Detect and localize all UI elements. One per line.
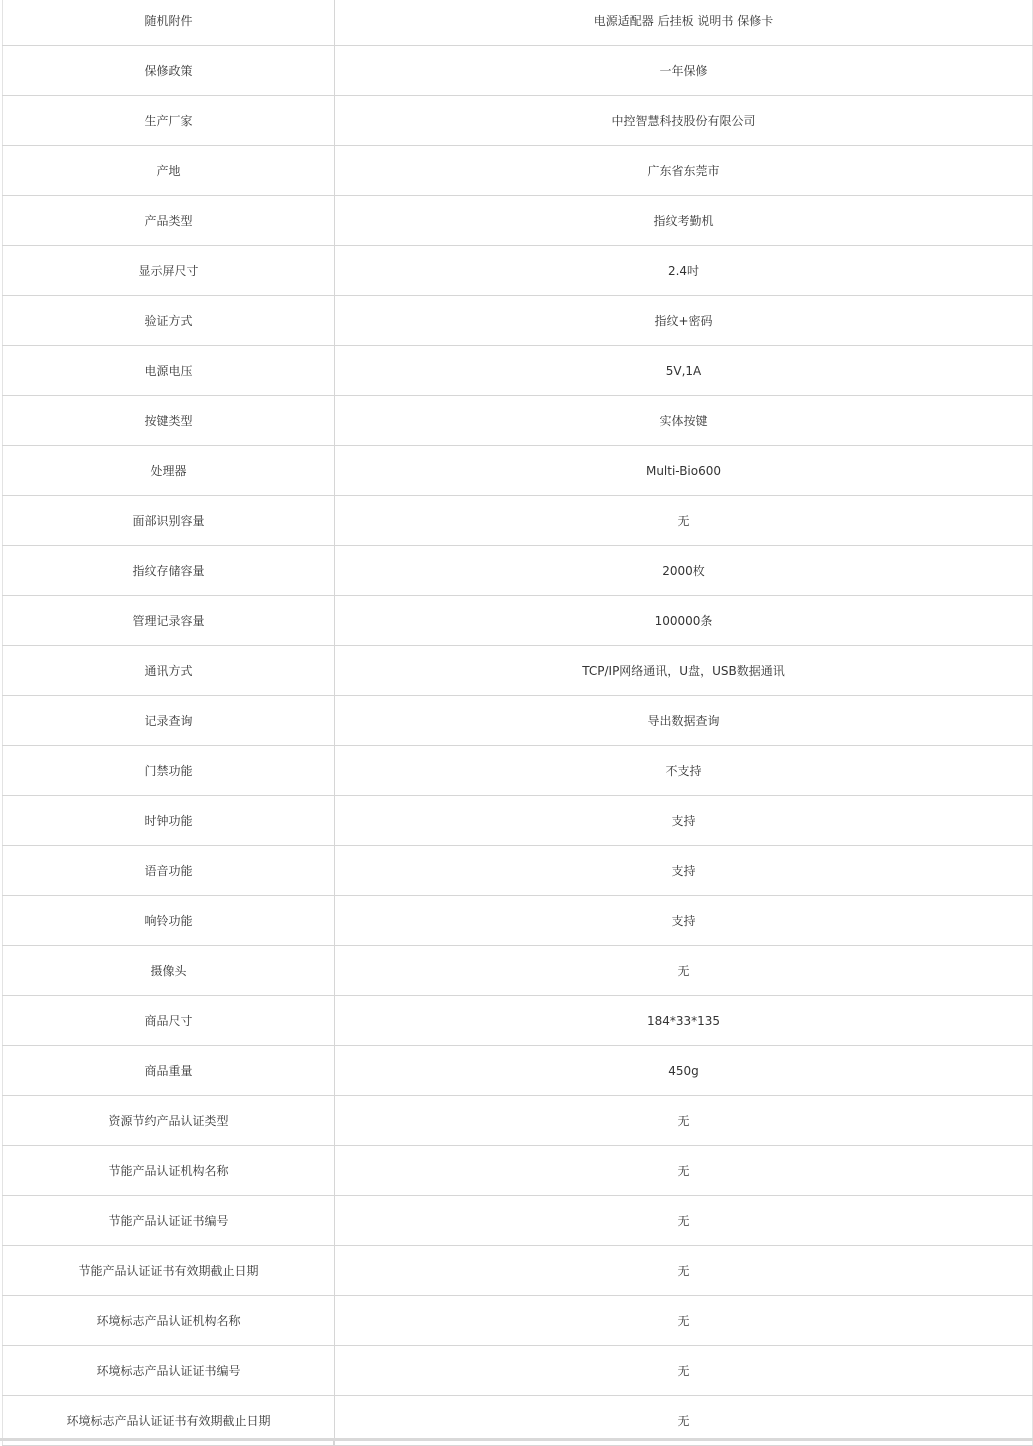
spec-row (3, 796, 1033, 846)
spec-label: 时钟功能 (3, 796, 335, 846)
spec-label: 通讯方式 (3, 646, 335, 696)
spec-row (3, 1046, 1033, 1096)
spec-row (3, 1346, 1033, 1396)
spec-row (3, 96, 1033, 146)
spec-value: 无 (335, 946, 1033, 996)
spec-row (3, 196, 1033, 246)
spec-label: 环境标志产品认证机构名称 (3, 1296, 335, 1346)
spec-row (3, 296, 1033, 346)
spec-value: 184*33*135 (335, 996, 1033, 1046)
spec-value: 无 (335, 1296, 1033, 1346)
spec-label: 生产厂家 (3, 96, 335, 146)
spec-value: 2000枚 (335, 546, 1033, 596)
spec-row (3, 1296, 1033, 1346)
spec-label: 环境标志产品认证证书编号 (3, 1346, 335, 1396)
spec-label: 处理器 (3, 446, 335, 496)
spec-row (3, 246, 1033, 296)
spec-label: 显示屏尺寸 (3, 246, 335, 296)
spec-label: 节能产品认证机构名称 (3, 1146, 335, 1196)
spec-label: 摄像头 (3, 946, 335, 996)
spec-row (3, 646, 1033, 696)
spec-row (3, 696, 1033, 746)
spec-label: 电源电压 (3, 346, 335, 396)
spec-value: 无 (335, 1146, 1033, 1196)
spec-label: 随机附件 (3, 0, 335, 46)
spec-value: Multi-Bio600 (335, 446, 1033, 496)
spec-value: 支持 (335, 846, 1033, 896)
spec-value: 不支持 (335, 746, 1033, 796)
spec-label: 门禁功能 (3, 746, 335, 796)
spec-label: 管理记录容量 (3, 596, 335, 646)
spec-value: 无 (335, 1396, 1033, 1446)
table-bottom-border (0, 1438, 1033, 1441)
spec-table-body (3, 0, 1033, 1446)
spec-value: 指纹+密码 (335, 296, 1033, 346)
spec-label: 按键类型 (3, 396, 335, 446)
spec-row (3, 446, 1033, 496)
spec-value: 支持 (335, 896, 1033, 946)
spec-label: 语音功能 (3, 846, 335, 896)
spec-row (3, 496, 1033, 546)
spec-row (3, 46, 1033, 96)
spec-row (3, 896, 1033, 946)
spec-row (3, 346, 1033, 396)
spec-label: 节能产品认证证书编号 (3, 1196, 335, 1246)
spec-label: 记录查询 (3, 696, 335, 746)
spec-row (3, 746, 1033, 796)
spec-value: 无 (335, 1096, 1033, 1146)
spec-row (3, 946, 1033, 996)
spec-row (3, 1196, 1033, 1246)
spec-label: 商品尺寸 (3, 996, 335, 1046)
spec-value: 支持 (335, 796, 1033, 846)
spec-value: 中控智慧科技股份有限公司 (335, 96, 1033, 146)
spec-row (3, 546, 1033, 596)
spec-label: 产品类型 (3, 196, 335, 246)
spec-value: 一年保修 (335, 46, 1033, 96)
spec-label: 指纹存储容量 (3, 546, 335, 596)
spec-value: 5V,1A (335, 346, 1033, 396)
spec-row (3, 1146, 1033, 1196)
spec-label: 资源节约产品认证类型 (3, 1096, 335, 1146)
spec-label: 环境标志产品认证证书有效期截止日期 (3, 1396, 335, 1446)
spec-row (3, 596, 1033, 646)
spec-value: 导出数据查询 (335, 696, 1033, 746)
spec-label: 节能产品认证证书有效期截止日期 (3, 1246, 335, 1296)
spec-label: 面部识别容量 (3, 496, 335, 546)
spec-label: 产地 (3, 146, 335, 196)
spec-value: 指纹考勤机 (335, 196, 1033, 246)
spec-label: 验证方式 (3, 296, 335, 346)
spec-row (3, 846, 1033, 896)
spec-row (3, 1246, 1033, 1296)
spec-value: 无 (335, 1246, 1033, 1296)
spec-label: 商品重量 (3, 1046, 335, 1096)
spec-row (3, 996, 1033, 1046)
spec-table (2, 0, 1033, 1446)
spec-row (3, 0, 1033, 46)
spec-value: 无 (335, 496, 1033, 546)
spec-value: 无 (335, 1346, 1033, 1396)
spec-value: 无 (335, 1196, 1033, 1246)
spec-label: 保修政策 (3, 46, 335, 96)
spec-value: 广东省东莞市 (335, 146, 1033, 196)
spec-label: 响铃功能 (3, 896, 335, 946)
spec-value: 2.4吋 (335, 246, 1033, 296)
spec-row (3, 396, 1033, 446)
spec-row (3, 146, 1033, 196)
spec-value: TCP/IP网络通讯，U盘，USB数据通讯 (335, 646, 1033, 696)
spec-value: 电源适配器 后挂板 说明书 保修卡 (335, 0, 1033, 46)
spec-value: 450g (335, 1046, 1033, 1096)
spec-value: 实体按键 (335, 396, 1033, 446)
column-divider-stub (333, 1441, 334, 1445)
spec-row (3, 1096, 1033, 1146)
spec-value: 100000条 (335, 596, 1033, 646)
